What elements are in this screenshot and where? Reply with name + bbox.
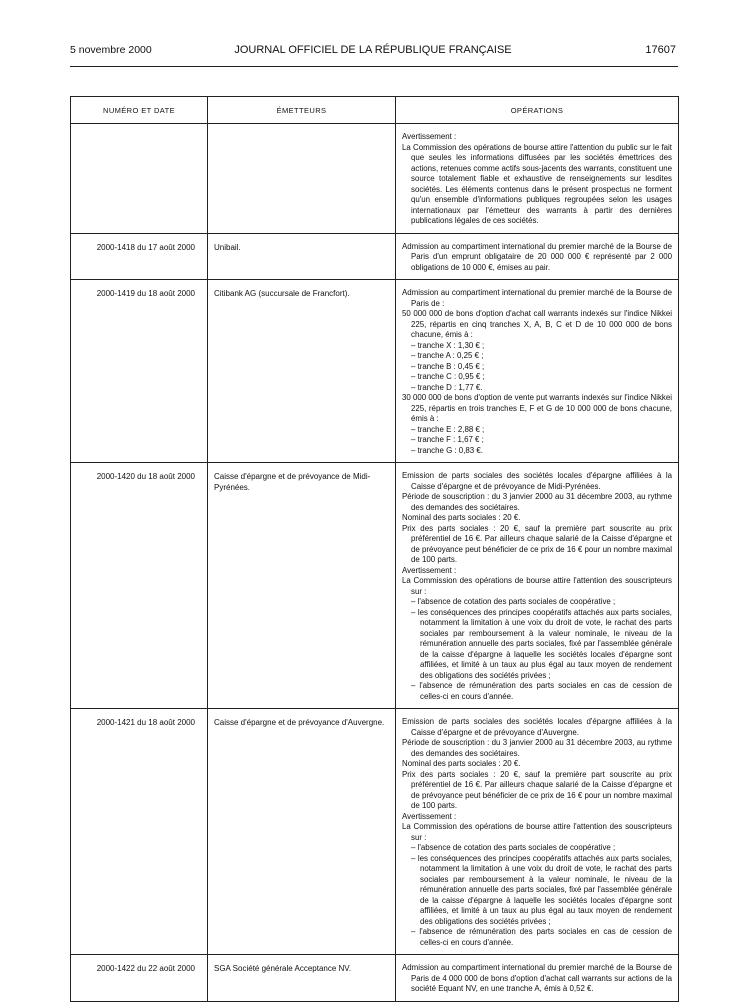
table-row — [71, 280, 679, 463]
operation-list-item: – les conséquences des principes coopératifs attachés aux parts sociales, notamment la limitation à une voix du droit de vote, le rachat des parts sociales par remboursement à la valeur nominale, le niveau de la rémunération annuelle des parts sociales, fixé par l'assemblée générale de la caisse d'épargne à laquelle les sociétés locales d'épargne sont affiliées, et limité à un taux au plus égal au taux moyen de rendement des obligations des sociétés privées ; — [411, 853, 672, 926]
operation-list-item: – l'absence de rémunération des parts sociales en cas de cession de celles-ci en cours d'année. — [411, 927, 672, 947]
operation-list-item: – les conséquences des principes coopératifs attachés aux parts sociales, notamment la limitation à une voix du droit de vote, le rachat des parts sociales par remboursement à la valeur nominale, le niveau de la rémunération annuelle des parts sociales, fixé par l'assemblée générale de la caisse d'épargne à laquelle les sociétés locales d'épargne sont affiliées, et limité à un taux au plus égal au taux moyen de rendement des obligations des sociétés privées ; — [411, 607, 672, 680]
operation-paragraph: Nominal des parts sociales : 20 €. — [402, 513, 521, 522]
operation-list-item: – tranche E : 2,88 € ; — [411, 424, 485, 434]
operation-paragraph: Période de souscription : du 3 janvier 2000 au 31 décembre 2003, au rythme des demandes des sociétaires. — [402, 738, 672, 758]
table-row — [71, 463, 679, 709]
column-header-issuers: ÉMETTEURS — [208, 97, 396, 124]
operation-paragraph: Nominal des parts sociales : 20 €. — [402, 759, 521, 768]
cell-issuer: SGA Société générale Acceptance NV. — [208, 955, 396, 1002]
operation-paragraph: Avertissement : — [402, 811, 457, 821]
header-rule — [70, 66, 678, 67]
cell-operations — [396, 280, 679, 463]
operation-paragraph: Emission de parts sociales des sociétés locales d'épargne affiliées à la Caisse d'épargne et de prévoyance d'Auvergne. — [402, 717, 672, 737]
cell-issuer: Caisse d'épargne et de prévoyance de Midi-Pyrénées. — [208, 463, 396, 709]
column-header-operations: OPÉRATIONS — [396, 97, 679, 124]
cell-number-date: 2000-1422 du 22 août 2000 — [71, 955, 208, 1002]
operation-paragraph: Avertissement : — [402, 565, 457, 575]
page-header — [70, 44, 676, 60]
cell-number-date: 2000-1420 du 18 août 2000 — [71, 463, 208, 709]
warning-heading: Avertissement : — [402, 132, 457, 141]
operation-list-item: – tranche F : 1,67 € ; — [411, 435, 484, 444]
journal-title: JOURNAL OFFICIEL DE LA RÉPUBLIQUE FRANÇAISE — [234, 44, 512, 56]
cell-number-date: 2000-1421 du 18 août 2000 — [71, 709, 208, 955]
operation-paragraph: Période de souscription : du 3 janvier 2000 au 31 décembre 2003, au rythme des demandes des sociétaires. — [402, 492, 672, 512]
table-header-row — [71, 97, 679, 124]
cell-issuer: Caisse d'épargne et de prévoyance d'Auvergne. — [208, 709, 396, 955]
operation-list-item: – tranche B : 0,45 € ; — [411, 361, 485, 371]
operation-list-item: – tranche X : 1,30 € ; — [411, 340, 485, 350]
cell-operations-continuation — [396, 124, 679, 234]
cell-issuer-empty — [208, 124, 396, 234]
cell-operations — [396, 955, 679, 1002]
column-header-number: NUMÉRO ET DATE — [71, 97, 208, 124]
cell-issuer: Citibank AG (succursale de Francfort). — [208, 280, 396, 463]
operation-list-item: – tranche D : 1,77 €. — [411, 382, 483, 392]
table-row — [71, 233, 679, 280]
header-date: 5 novembre 2000 — [70, 44, 152, 56]
table-row — [71, 955, 679, 1002]
operation-paragraph: La Commission des opérations de bourse attire l'attention des souscripteurs sur : — [402, 576, 672, 596]
cell-number-date: 2000-1419 du 18 août 2000 — [71, 280, 208, 463]
operation-list-item: – l'absence de cotation des parts sociales de coopérative ; — [411, 843, 616, 852]
operation-list-item: – tranche G : 0,83 €. — [411, 445, 483, 455]
table-row-continuation — [71, 124, 679, 234]
operation-paragraph: Emission de parts sociales des sociétés locales d'épargne affiliées à la Caisse d'épargne et de prévoyance de Midi-Pyrénées. — [402, 471, 672, 491]
cell-operations — [396, 709, 679, 955]
page-number: 17607 — [645, 44, 676, 56]
cell-number-date: 2000-1418 du 17 août 2000 — [71, 233, 208, 280]
warning-text: La Commission des opérations de bourse attire l'attention du public sur le fait que seules les informations diffusées par les sociétés émettrices des actions, retenues comme actifs sous-jacents des warrants, constituent une source totalement fiable et exhaustive de renseignements sur lesdites sociétés. Les éléments contenus dans le présent prospectus ne forment qu'un ensemble d'informations publiques regroupées selon les usages internationaux par l'émetteur des warrants à partir des dernières publications légales de ces sociétés. — [402, 142, 672, 225]
cell-operations — [396, 463, 679, 709]
operation-paragraph: 30 000 000 de bons d'option de vente put warrants indexés sur l'indice Nikkei 225, répartis en trois tranches E, F et G de 10 000 000 de bons chacune, émis à : — [402, 393, 672, 423]
operations-table — [70, 96, 679, 1002]
operation-list-item: – l'absence de rémunération des parts sociales en cas de cession de celles-ci en cours d'année. — [411, 681, 672, 701]
operation-paragraph: Admission au compartiment international du premier marché de la Bourse de Paris d'un emprunt obligataire de 20 000 000 € représenté par 2 000 obligations de 10 000 €, émises au pair. — [402, 241, 672, 272]
operation-paragraph: Admission au compartiment international du premier marché de la Bourse de Paris de 4 000 000 de bons d'option d'achat call warrants sur actions de la société Equant NV, en une tranche A, émis à 0,52 €. — [402, 963, 672, 993]
operation-paragraph: Prix des parts sociales : 20 €, sauf la première part souscrite au prix préférentiel de 16 €. Par ailleurs chaque salarié de la Caisse d'épargne et de prévoyance peut bénéficier de ce prix de 16 € pour un nombre maximal de 100 parts. — [402, 523, 672, 564]
cell-operations — [396, 233, 679, 280]
cell-number-empty — [71, 124, 208, 234]
operation-paragraph: Admission au compartiment international du premier marché de la Bourse de Paris de : — [402, 288, 672, 308]
operation-paragraph: 50 000 000 de bons d'option d'achat call warrants indexés sur l'indice Nikkei 225, répartis en cinq tranches X, A, B, C et D de 10 000 000 de bons chacune, émis à : — [402, 309, 672, 339]
operation-paragraph: La Commission des opérations de bourse attire l'attention des souscripteurs sur : — [402, 822, 672, 842]
table-row — [71, 709, 679, 955]
operation-paragraph: Prix des parts sociales : 20 €, sauf la première part souscrite au prix préférentiel de 16 €. Par ailleurs chaque salarié de la Caisse d'épargne et de prévoyance peut bénéficier de ce prix de 16 € pour un nombre maximal de 100 parts. — [402, 769, 672, 810]
operation-list-item: – tranche A : 0,25 € ; — [411, 351, 484, 360]
cell-issuer: Unibail. — [208, 233, 396, 280]
operation-list-item: – l'absence de cotation des parts sociales de coopérative ; — [411, 597, 616, 606]
operation-list-item: – tranche C : 0,95 € ; — [411, 372, 485, 381]
